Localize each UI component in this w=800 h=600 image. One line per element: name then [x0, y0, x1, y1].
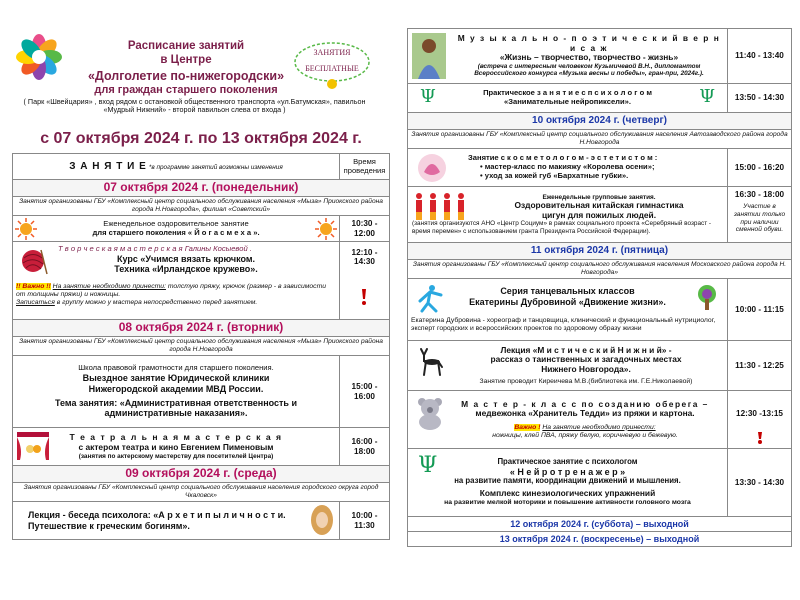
day-sunday: 13 октября 2024 г. (воскресенье) – выходной [408, 532, 792, 547]
cosmetologist-time: 15:00 - 16:20 [728, 149, 792, 187]
address-note: ( Парк «Швейцария» , вход рядом с остановкой общественного транспорта «ул.Батумская», павильон «Мудрый Нижний» - второй павильон слева от входа ) [23, 97, 366, 115]
qigong-line-1: Еженедельные групповые занятия. [542, 193, 656, 201]
archetypes-time: 10:00 - 11:30 [340, 502, 390, 540]
day-wednesday: 09 октября 2024 г. (среда) [13, 466, 390, 483]
table-row [13, 216, 390, 242]
lotus-face-icon [416, 152, 448, 184]
right-schedule [407, 28, 792, 547]
table-row [408, 187, 792, 243]
day-friday: 11 октября 2024 г. (пятница) [408, 243, 792, 260]
neurotrainer-line-3: на развитие памяти, координации движений и мышления. [454, 476, 681, 486]
table-row [13, 502, 390, 540]
mystic-line-3: Нижнего Новгорода». [541, 363, 631, 374]
theatre-curtain-icon [16, 431, 50, 461]
schedule-table-right [407, 28, 792, 547]
teddy-time: 12:30 -13:15 [736, 409, 783, 418]
exclamation-icon [360, 288, 368, 306]
neurotrainer-line-2: « Н е й р о т р е н а ж е р » [509, 467, 626, 478]
tree-of-life-icon [693, 283, 721, 311]
flower-logo-icon [16, 34, 62, 80]
table-row [408, 391, 792, 449]
table-row [408, 149, 792, 187]
yoga-line-1: Еженедельное оздоровительное занятие [103, 218, 249, 228]
badge-line-2: БЕСПЛАТНЫЕ [305, 64, 359, 73]
org-note: Занятия организованы ГБУ «Комплексный центр социального обслуживания населения «Мыза» Приокского района города Н.Новгорода», филиал «Советский» [13, 197, 390, 216]
date-range: с 07 октября 2024 г. по 13 октября 2024 г. [40, 130, 362, 147]
archetypes-line-2: Путешествие к греческим богиням». [28, 520, 190, 531]
neurotrainer-line-5: на развитие мелкой моторики и повышение активности головного мозга [444, 499, 691, 507]
bring-items-label: На занятие необходимо принести: [542, 423, 656, 431]
archetypes-line-1: Лекция - беседа психолога: «А р х е т и п ы л и ч н о с т и. [28, 510, 286, 521]
qigong-line-2: Оздоровительная китайская гимнастика [514, 200, 684, 211]
dancer-icon [414, 283, 444, 313]
legal-line-2: Выездное занятие Юридической клиники [82, 373, 270, 384]
neurotrainer-line-4: Комплекс кинезиологических упражнений [479, 488, 656, 499]
neuropixels-line-2: «Занимательные нейропиксели». [503, 97, 632, 106]
title-line-3: «Долголетие по-нижегородски» [87, 69, 285, 83]
legal-clinic-cell [13, 356, 340, 428]
legal-line-3: Нижегородской академии МВД России. [88, 383, 264, 394]
table-row [408, 279, 792, 341]
music-line-3: (встреча с интересным человеком Кузьмичевой В.Н., дипломантом Всероссийского конкурса «Музыка весны и победы», гран-при, 2024г.). [474, 63, 704, 78]
dance-line-2: Екатерины Дубровиной «Движение жизни». [469, 296, 666, 307]
table-row [408, 341, 792, 391]
signup-label: Записаться [16, 299, 55, 307]
psi-icon: Ψ [418, 453, 438, 478]
yoga-cell [13, 216, 340, 242]
crochet-line-3: Техника «Ирландское кружево». [114, 264, 258, 275]
crochet-time-cell [340, 242, 390, 320]
badge-line-1: ЗАНЯТИЯ [313, 48, 351, 57]
qigong-line-3: цигун для пожилых людей. [541, 209, 657, 220]
music-time: 11:40 - 13:40 [728, 29, 792, 84]
changes-note: *в программе занятий возможны изменения [148, 163, 283, 171]
title-line-2: в Центре [160, 54, 212, 66]
yoga-line-2: для старшего поколения « Й о г а с м е х а ». [92, 227, 260, 237]
qigong-time: 16:30 - 18:00 [734, 190, 785, 199]
makeup-class: мастер-класс по макияжу «Королева осени»; [484, 162, 655, 172]
mystic-lecture-cell [408, 341, 728, 391]
table-row [408, 84, 792, 113]
qigong-shoes-note: Участие в занятии только при наличии сменной обуви. [733, 203, 786, 234]
goddess-portrait-icon [309, 504, 335, 537]
dance-cell [408, 279, 728, 341]
theatre-line-1: Т е а т р а л ь н а я м а с т е р с к а я [69, 432, 283, 443]
day-thursday: 10 октября 2024 г. (четверг) [408, 113, 792, 130]
day-tuesday: 08 октября 2024 г. (вторник) [13, 320, 390, 337]
table-row [13, 356, 390, 428]
org-note: Занятия организованы ГБУ «Комплексный центр социального обслуживания населения Московского района города Н. Новгорода» [408, 260, 792, 279]
bring-items-label: На занятие необходимо принести: [52, 283, 166, 291]
gymnasts-icon [412, 191, 470, 221]
teddy-bear-icon [414, 396, 446, 430]
org-note: Занятия организованы ГБУ «Комплексный центр социального обслуживания населения Автозаводского района города Н.Новгорода [408, 130, 792, 149]
qigong-time-cell [728, 187, 792, 243]
title-line-4: для граждан старшего поколения [94, 84, 278, 96]
table-header-row [13, 154, 390, 180]
activity-header-cell [13, 154, 340, 180]
yarn-ball-icon [19, 246, 49, 276]
cosmetologist-line-1: Занятие с к о с м е т о л о г о м - э с т е т и с т о м : [468, 153, 658, 163]
qigong-cell [408, 187, 728, 243]
legal-line-4: Тема занятия: «Административная ответственность и административные наказания». [54, 397, 297, 419]
day-monday: 07 октября 2024 г. (понедельник) [13, 180, 390, 197]
schedule-table-left [12, 153, 390, 540]
lip-care: уход за кожей губ «Бархатные губки». [484, 170, 629, 180]
theatre-line-3: (занятия по актерскому мастерству для посетителей Центра) [78, 452, 274, 460]
dance-description: Екатерина Дубровина - хореограф и танцовщица, клинический и функциональный нутрициолог, эксперт городских и всероссийских проектов по здоровому образу жизни [411, 317, 716, 332]
mystic-time: 11:30 - 12:25 [728, 341, 792, 391]
crochet-line-2: Курс «Учимся вязать крючком. [116, 253, 255, 264]
neurotrainer-time: 13:30 - 14:30 [728, 449, 792, 517]
neuropixels-cell [408, 84, 728, 113]
teddy-line-1: М а с т е р - к л а с с по созданию оберега – [461, 398, 709, 409]
bring-items-list: толстую пряжу, крючок (размер - в зависимости от толщины пряжи) и ножницы. [16, 283, 327, 299]
music-vernissage-cell [408, 29, 728, 84]
table-row [408, 29, 792, 84]
activity-header: З А Н Я Т И Е [69, 160, 147, 172]
mystic-line-4: Занятие проводит Киреичева М.В.(библиотека им. Г.Е.Николаевой) [479, 377, 693, 385]
signup-note: в группу можно у мастера непосредственно перед занятием. [56, 299, 258, 307]
bring-items-list: ножницы, клей ПВА, пряжу белую, коричневую и бежевую. [492, 431, 678, 439]
cosmetologist-line-2: • мастер-класс по макияжу «Королева осени»; [480, 162, 655, 172]
dance-time: 10:00 - 11:15 [728, 279, 792, 341]
org-note: Занятия организованы ГБУ «Комплексный центр социального обслуживания населения «Мыза» Приокского района города Н.Новгорода [13, 337, 390, 356]
org-note: Занятия организованы ГБУ «Комплексный центр социального обслуживания населения городского округа город Чкаловск» [13, 483, 390, 502]
music-line-1: М у з ы к а л ь н о - п о э т и ч е с к и й в е р н и с а ж [457, 33, 721, 53]
table-row [13, 428, 390, 466]
neurotrainer-line-1: Практическое занятие с психологом [497, 457, 638, 467]
crochet-time: 12:10 - 14:30 [351, 248, 378, 267]
sun-icon [15, 218, 37, 240]
free-classes-badge [292, 40, 372, 90]
exclamation-icon [756, 431, 764, 445]
teddy-class-cell [408, 391, 728, 449]
mystic-line-1: Лекция «М и с т и ч е с к и й Н и ж н и й» - [500, 344, 672, 355]
time-header: Время проведения [340, 154, 390, 180]
crochet-line-1: Т в о р ч е с к а я м а с т е р с к а я Галины Косыевой . [58, 244, 252, 253]
cosmetologist-cell [408, 149, 728, 187]
neurotrainer-cell [408, 449, 728, 517]
important-label: Важно ! [514, 423, 541, 431]
left-schedule [12, 153, 390, 540]
music-line-2: «Жизнь – творчество, творчество - жизнь» [499, 52, 679, 63]
psi-icon: Ψ [420, 86, 436, 107]
title-line-1: Расписание занятий [127, 40, 245, 52]
archetypes-cell [13, 502, 340, 540]
theatre-cell [13, 428, 340, 466]
theatre-line-2: с актером театра и кино Евгением Пименовым [78, 441, 274, 452]
mystic-line-2: рассказ о таинственных и загадочных местах [490, 354, 682, 365]
sun-icon [315, 218, 337, 240]
teddy-line-2: медвежонка «Хранитель Тедди» из пряжи и картона. [475, 408, 695, 419]
speaker-photo-icon [412, 33, 446, 79]
cosmetologist-line-3: • уход за кожей губ «Бархатные губки». [480, 170, 629, 180]
teddy-time-cell [728, 391, 792, 449]
important-label: !! Важно !! [16, 283, 51, 291]
crochet-cell [13, 242, 340, 320]
legal-line-1: Школа правовой грамотности для старшего поколения. [78, 363, 274, 373]
neuropixels-time: 13:50 - 14:30 [728, 84, 792, 113]
yoga-time: 10:30 - 12:00 [340, 216, 390, 242]
theatre-time: 16:00 - 18:00 [340, 428, 390, 466]
table-row [408, 449, 792, 517]
table-row [13, 242, 390, 320]
day-saturday: 12 октября 2024 г. (суббота) – выходной [408, 517, 792, 532]
legal-time: 15:00 - 16:00 [340, 356, 390, 428]
dance-line-1: Серия танцевальных классов [500, 286, 635, 297]
qigong-line-4: (занятия организуются АНО «Центр Социум» в рамках социального проекта «Серебряный возраст - время перемен» с использованием гранта Президента Российской Федерации). [412, 220, 712, 235]
neuropixels-line-1: Практическое з а н я т и е с п с и х о л о г о м [483, 88, 652, 98]
deer-icon [416, 347, 446, 377]
psi-icon: Ψ [699, 86, 715, 107]
